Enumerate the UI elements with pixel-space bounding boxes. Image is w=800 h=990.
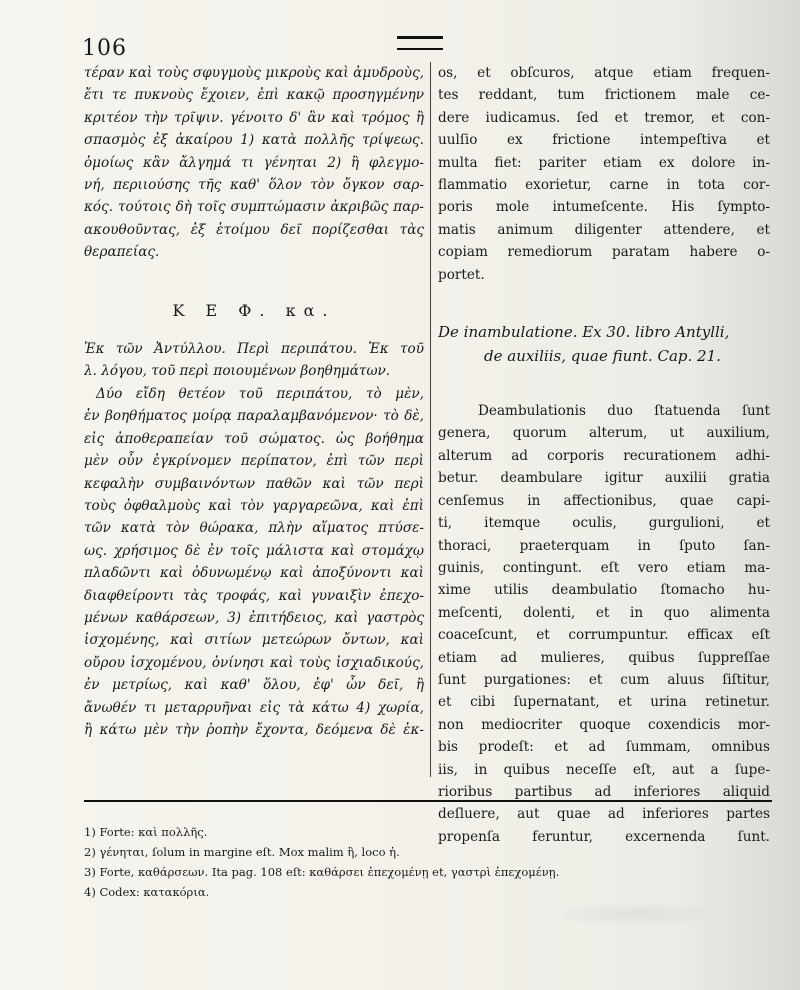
footnote: 3) Forte, καθάρσεων. Ita pag. 108 eſt: καθάρσει ἐπεχομένῃ et, γαστρὶ ἐπεχομένῃ. xyxy=(84,865,560,879)
latin-body-paragraph xyxy=(438,400,770,848)
text-line: πλαδῶντι καὶ ὀδυνωμένῳ καὶ ἀποξύνοντι καὶ xyxy=(84,565,424,582)
text-line: ἐν μετρίως, καὶ καθ' ὅλου, ἐφ' ὧν δεῖ, ἢ xyxy=(84,677,424,694)
column-divider xyxy=(430,62,431,777)
greek-column xyxy=(84,62,424,741)
text-line: dere iudicamus. ſed et tremor, et con- xyxy=(438,109,770,126)
section-title xyxy=(438,320,770,368)
text-line: rioribus partibus ad inferiores aliquid xyxy=(438,783,770,800)
section-title-line: De inambulatione. Ex 30. libro Antylli, xyxy=(438,323,730,342)
section-title-line: de auxiliis, quae fiunt. Cap. 21. xyxy=(484,347,721,366)
footnote: 2) γένηται, ſolum in margine eſt. Mox malim ἢ, loco ἡ. xyxy=(84,845,400,859)
page-number: 106 xyxy=(82,36,127,61)
text-line: thoraci, praeterquam in ſputo ſan- xyxy=(438,537,770,554)
text-line: non mediocriter quoque coxendicis mor- xyxy=(438,716,770,733)
text-line: Deambulationis duo ſtatuenda ſunt xyxy=(478,403,770,420)
text-line: propenſa feruntur, excernenda ſunt. xyxy=(438,828,770,845)
chapter-heading: Κ Ε Φ. κα. xyxy=(172,300,336,320)
text-line: ἄνωθέν τι μεταρρυῆναι εἰς τὰ κάτω 4) χωρία, xyxy=(84,699,424,716)
text-line: Ἐκ τῶν Ἀντύλλου. Περὶ περιπάτου. Ἐκ τοῦ xyxy=(84,341,424,358)
footnote: 4) Codex: κατακόρια. xyxy=(84,885,210,899)
text-line: genera, quorum alterum, ut auxilium, xyxy=(438,425,770,442)
text-line: os, et obſcuros, atque etiam frequen- xyxy=(438,65,770,81)
latin-column xyxy=(438,62,770,848)
text-line: uulſio ex frictione intempeſtiva et xyxy=(438,132,770,149)
footnotes xyxy=(84,822,744,902)
text-line: μένων καθάρσεων, 3) ἐπιτήδειος, καὶ γαστρὸς xyxy=(84,609,424,626)
text-line: ti, itemque oculis, gurgulioni, et xyxy=(438,515,770,532)
text-line: iis, in quibus neceſſe eſt, aut a ſupe- xyxy=(438,761,770,778)
text-line: σπασμὸς ἐξ ἀκαίρου 1) κατὰ πολλῆς τρίψεως. xyxy=(84,132,424,149)
text-line: cenſemus in affectionibus, quae capi- xyxy=(438,492,770,509)
text-line: et cibi ſupernatant, et urina retinetur. xyxy=(438,694,770,711)
greek-top-paragraph xyxy=(84,62,424,264)
text-line: θεραπείας. xyxy=(84,244,160,261)
footnote: 1) Forte: καὶ πολλῆς. xyxy=(84,825,208,839)
paper-smudge xyxy=(565,905,705,923)
text-line: κριτέον τὴν τρῖψιν. γένοιτο δ' ἂν καὶ τρόμος ἢ xyxy=(84,109,424,126)
text-line: τέραν καὶ τοὺς σφυγμοὺς μικροὺς καὶ ἀμυδροὺς, xyxy=(84,65,424,81)
text-line: xime utilis deambulatio ſtomacho hu- xyxy=(438,582,770,599)
text-line: Δύο εἴδη θετέον τοῦ περιπάτου, τὸ μὲν, xyxy=(96,385,424,402)
text-line: λ. λόγου, τοῦ περὶ ποιουμένων βοηθημάτων. xyxy=(84,363,391,380)
text-line: οὔρου ἰσχομένου, ὀνίνησι καὶ τοὺς ἰσχιαδικούς, xyxy=(84,654,424,671)
text-line: copiam remediorum paratam habere o- xyxy=(438,244,770,261)
text-line: ἰσχομένης, καὶ σιτίων μετεώρων ὄντων, καὶ xyxy=(84,632,424,649)
text-line: ἢ κάτω μὲν τὴν ῥοπὴν ἔχοντα, δεόμενα δὲ ἐκ- xyxy=(84,721,424,738)
latin-top-paragraph xyxy=(438,62,770,286)
text-line: μὲν οὖν ἐγκρίνομεν περίπατον, ἐπὶ τῶν περὶ xyxy=(84,453,424,470)
text-line: tes reddant, tum frictionem male ce- xyxy=(438,87,770,104)
text-line: matis animum diligenter attendere, et xyxy=(438,221,770,238)
text-line: ακουθοῦντας, ἐξ ἑτοίμου δεῖ πορίζεσθαι τὰς xyxy=(84,221,424,238)
text-line: τῶν κατὰ τὸν θώρακα, πλὴν αἵματος πτύσε- xyxy=(84,520,424,537)
header-rule xyxy=(397,36,443,50)
text-line: poris mole intumeſcente. His ſympto- xyxy=(438,199,770,216)
text-line: guinis, contingunt. eſt vero etiam ma- xyxy=(438,559,770,576)
text-line: ως. χρήσιμος δὲ ἐν τοῖς μάλιστα καὶ στομάχῳ xyxy=(84,542,424,559)
text-line: ſunt purgationes: et cum aluus ſiſtitur, xyxy=(438,671,770,688)
footnote-rule xyxy=(84,800,772,802)
text-line: διαφθείροντι τὰς τροφάς, καὶ γυναιξὶν ἐπεχο- xyxy=(84,587,424,604)
text-line: alterum ad corporis recurationem adhi- xyxy=(438,447,770,464)
text-line: etiam ad mulieres, quibus ſuppreſſae xyxy=(438,649,770,666)
text-line: portet. xyxy=(438,266,485,283)
text-line: ὁμοίως κἂν ἄλγημά τι γένηται 2) ἢ φλεγμο- xyxy=(84,154,424,171)
text-line: flammatio exorietur, carne in tota cor- xyxy=(438,177,770,194)
text-line: κεφαλὴν συμβαινόντων παθῶν καὶ τῶν περὶ xyxy=(84,475,424,492)
text-line: deſluere, aut quae ad inferiores partes xyxy=(438,806,770,823)
text-line: betur. deambulare igitur auxilii gratia xyxy=(438,470,770,487)
text-line: multa fiet: pariter etiam ex dolore in- xyxy=(438,154,770,171)
text-line: τοὺς ὀφθαλμοὺς καὶ τὸν γαργαρεῶνα, καὶ ἐπὶ xyxy=(84,497,424,514)
text-line: coaceſcunt, et corrumpuntur. efficax eſt xyxy=(438,627,770,644)
text-line: εἰς ἀποθεραπείαν τοῦ σώματος. ὡς βοήθημα xyxy=(84,430,424,447)
text-line: νή, περιιούσης τῆς καθ' ὅλον τὸν ὄγκον σαρ- xyxy=(84,177,424,194)
text-line: κός. τούτοις δὴ τοῖς συμπτώμασιν ἀκριβῶς παρ- xyxy=(84,199,424,216)
text-line: ἐν βοηθήματος μοίρᾳ παραλαμβανόμενον· τὸ δὲ, xyxy=(84,408,424,425)
greek-body-paragraph xyxy=(84,338,424,741)
text-line: ἔτι τε πυκνοὺς ἔχοιεν, ἐπὶ κακῷ προσηγμένην xyxy=(84,87,424,104)
text-line: meſcenti, dolenti, et in quo alimenta xyxy=(438,604,770,621)
text-line: bis prodeſt: et ad ſummam, omnibus xyxy=(438,739,770,756)
